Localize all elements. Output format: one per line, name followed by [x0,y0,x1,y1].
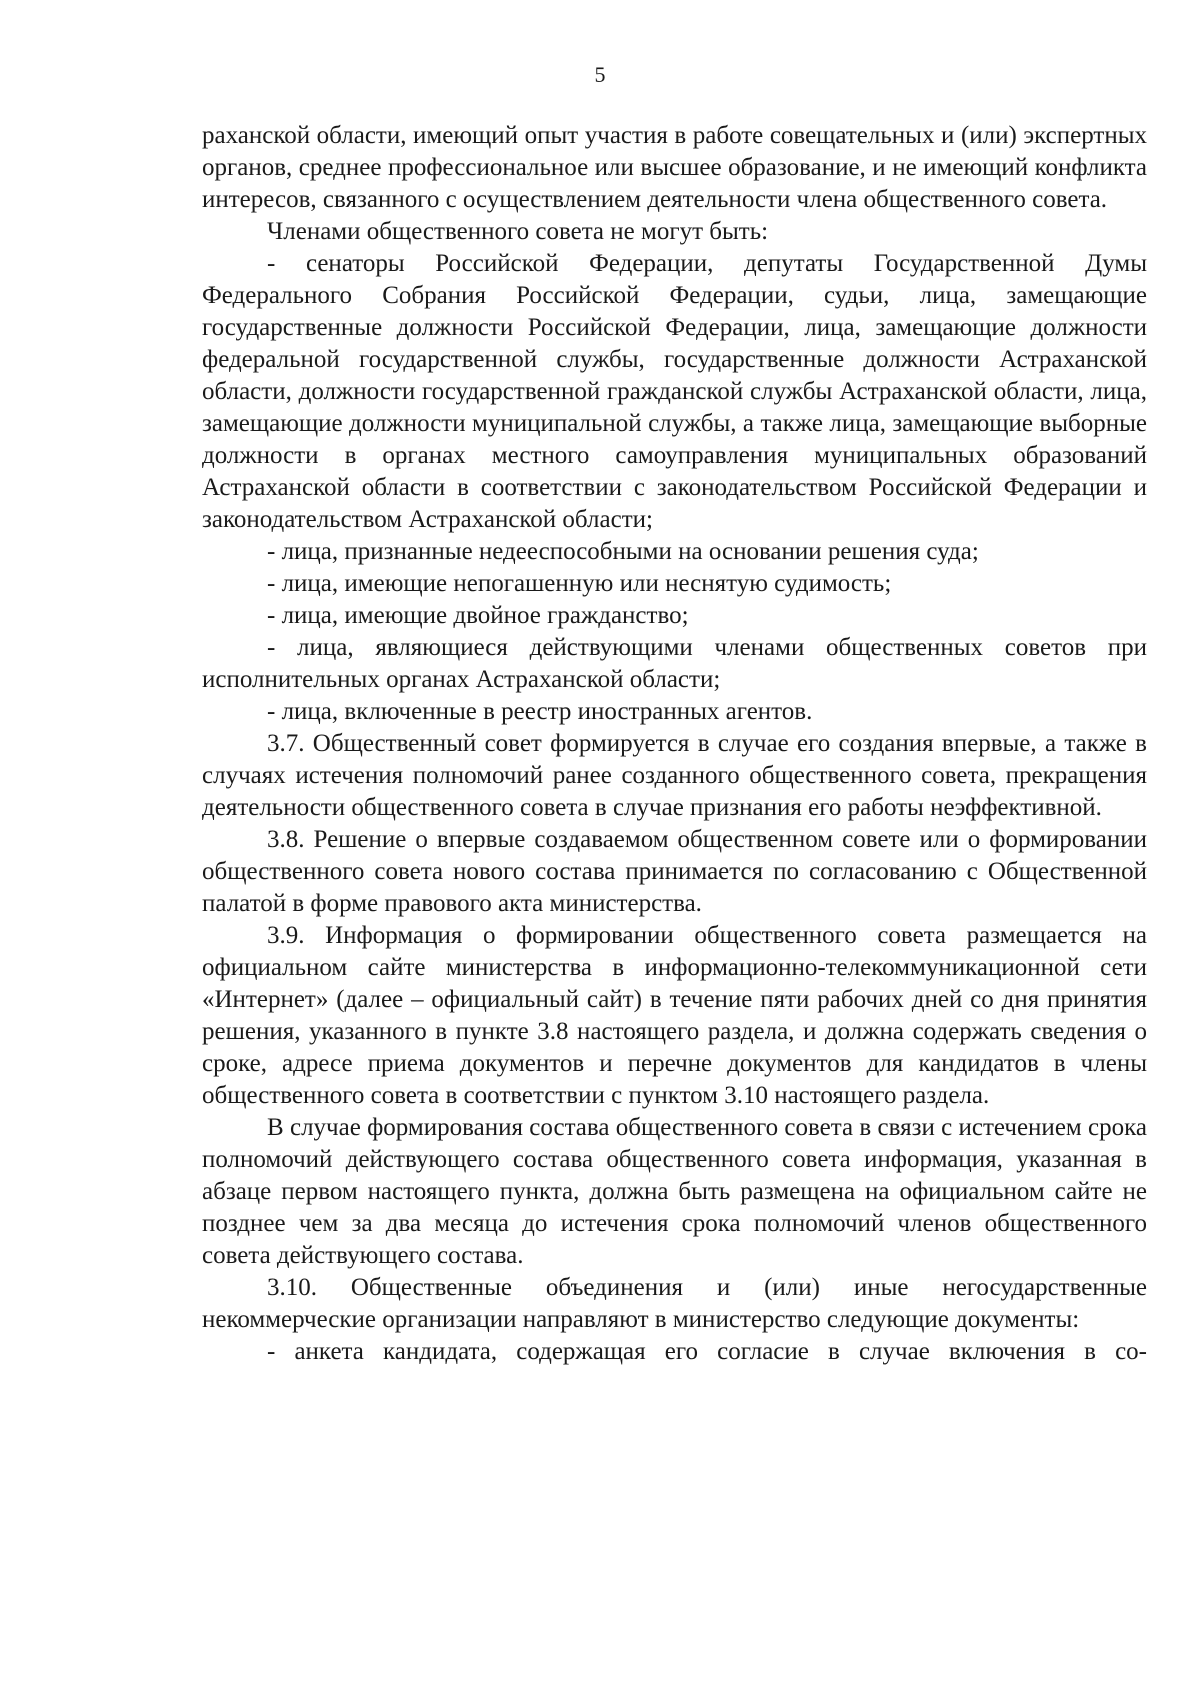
paragraph-3-7: 3.7. Общественный совет формируется в случае его создания впервые, а также в случаях истечения полномочий ранее созданного общественного совета, прекращения деятельности общественного совета в случае признания его работы неэффективной. [202,730,1147,821]
list-item-other-councils: - лица, являющиеся действующими членами общественных советов при исполнительных органах Астраханской области; [202,634,1147,693]
paragraph-3-10: 3.10. Общественные объединения и (или) иные негосударственные некоммерческие организации направляют в министерство следующие документы: [202,1274,1147,1333]
page-number: 5 [594,62,606,87]
paragraph-restrictions-intro: Членами общественного совета не могут быть: [267,218,769,245]
document-body [202,120,1147,1368]
paragraph-3-8: 3.8. Решение о впервые создаваемом общественном совете или о формировании общественного совета нового состава принимается по согласованию с Общественной палатой в форме правового акта министерства. [202,826,1147,917]
list-item-questionnaire: - анкета кандидата, содержащая его согласие в случае включения в со- [267,1338,1147,1365]
paragraph-continuation: раханской области, имеющий опыт участия в работе совещательных и (или) экспертных органов, среднее профессиональное или высшее образование, и не имеющий конфликта интересов, связанного с осуществлением деятельности члена общественного совета. [202,122,1147,213]
list-item-convicted: - лица, имеющие непогашенную или неснятую судимость; [267,570,892,597]
paragraph-3-9-continued: В случае формирования состава общественного совета в связи с истечением срока полномочий действующего состава общественного совета информация, указанная в абзаце первом настоящего пункта, должна быть размещена на официальном сайте не позднее чем за два месяца до истечения срока полномочий членов общественного совета действующего состава. [202,1114,1147,1269]
list-item-foreign-agents: - лица, включенные в реестр иностранных агентов. [267,698,813,725]
list-item-incapable: - лица, признанные недееспособными на основании решения суда; [267,538,979,565]
list-item-officials: - сенаторы Российской Федерации, депутаты Государственной Думы Федерального Собрания Российской Федерации, судьи, лица, замещающие государственные должности Российской Федерации, лица, замещающие должности федеральной государственной службы, государственные должности Астраханской области, должности государственной гражданской службы Астраханской области, лица, замещающие должности муниципальной службы, а также лица, замещающие выборные должности в органах местного самоуправления муниципальных образований Астраханской области в соответствии с законодательством Российской Федерации и законодательством Астраханской области; [202,250,1147,533]
paragraph-3-9: 3.9. Информация о формировании общественного совета размещается на официальном сайте министерства в информационно-телекоммуникационной сети «Интернет» (далее – официальный сайт) в течение пяти рабочих дней со дня принятия решения, указанного в пункте 3.8 настоящего раздела, и должна содержать сведения о сроке, адресе приема документов и перечне документов для кандидатов в члены общественного совета в соответствии с пунктом 3.10 настоящего раздела. [202,922,1147,1109]
list-item-dual-citizenship: - лица, имеющие двойное гражданство; [267,602,689,629]
